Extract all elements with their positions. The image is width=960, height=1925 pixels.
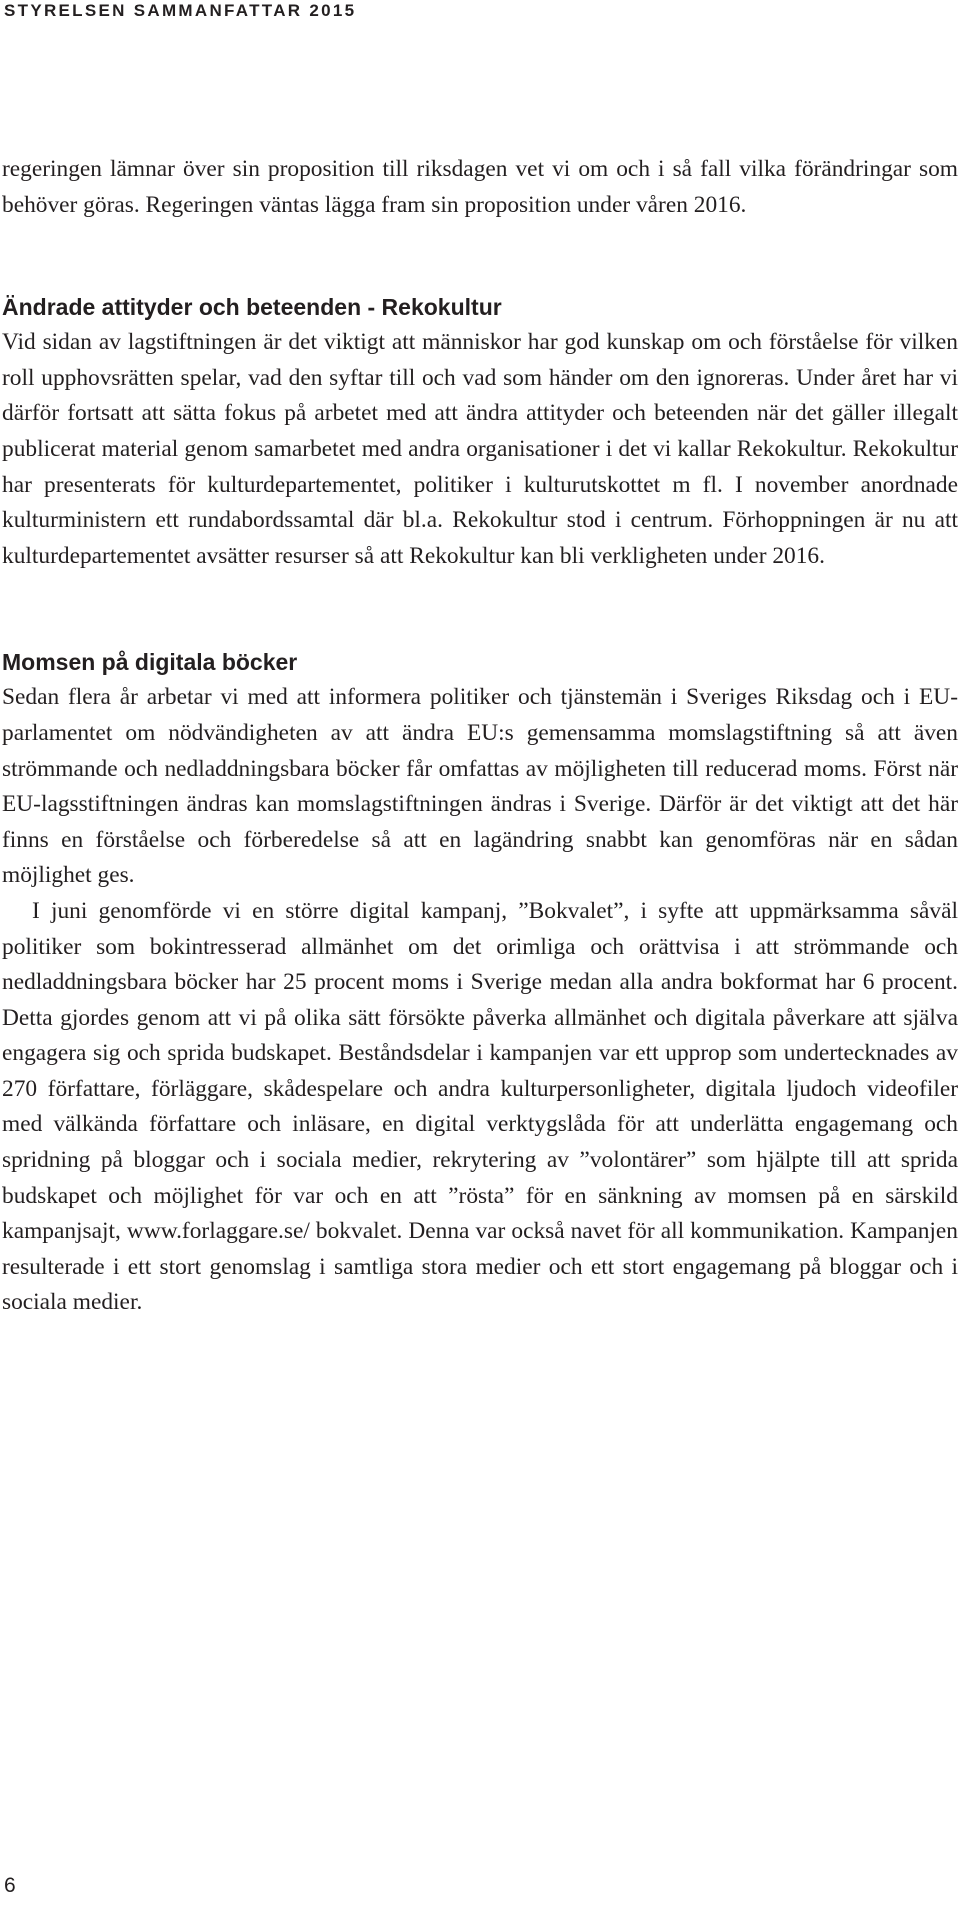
body-text	[2, 152, 958, 1321]
section-heading-momsen: Momsen på digitala böcker	[2, 649, 298, 676]
paragraph-rekokultur: Vid sidan av lagstiftningen är det viktigt att människor har god kunskap om och förståelse för vilken roll upphovsrätten spelar, vad den syftar till och vad som händer om den ignoreras. Under året har vi därför fortsatt att sätta fokus på arbetet med att ändra attityder och beteenden när det gäller illegalt publicerat material genom samarbetet med andra organisationer i det vi kallar Rekokultur. Rekokultur har presenterats för kulturdepartementet, politiker i kulturutskottet m fl. I november anordnade kulturministern ett rundabordssamtal där bl.a. Rekokultur stod i centrum. Förhoppningen är nu att kulturdepartementet avsätter resurser så att Rekokultur kan bli verkligheten under 2016.	[2, 329, 958, 569]
section-heading-rekokultur: Ändrade attityder och beteenden - Rekokultur	[2, 294, 502, 321]
running-header: STYRELSEN SAMMANFATTAR 2015	[4, 1, 357, 20]
intro-paragraph: regeringen lämnar över sin proposition till riksdagen vet vi om och i så fall vilka förändringar som behöver göras. Regeringen väntas lägga fram sin proposition under våren 2016.	[2, 156, 958, 218]
page-number: 6	[4, 1874, 16, 1897]
paragraph-momsen-2: I juni genomförde vi en större digital kampanj, ”Bokvalet”, i syfte att uppmärksamma såväl politiker som bokintresserad allmänhet om det orimliga och orättvisa i att strömmande och nedladdningsbara böcker har 25 procent moms i Sverige medan alla andra bokformat har 6 procent. Detta gjordes genom att vi på olika sätt försökte påverka allmänhet och digitala påverkare att själva engagera sig och sprida budskapet. Beståndsdelar i kampanjen var ett upprop som undertecknades av 270 författare, förläggare, skådespelare och andra kulturpersonligheter, digitala ljudoch videofiler med välkända författare och inläsare, en digital verktygslåda för att underlätta engagemang och spridning på bloggar och i sociala medier, rekrytering av ”volontärer” som hjälpte till att sprida budskapet och möjlighet för var och en att ”rösta” för en sänkning av momsen på en särskild kampanjsajt, www.forlaggare.se/ bokvalet. Denna var också navet för all kommunikation. Kampanjen resulterade i ett stort genomslag i samtliga stora medier och ett stort engagemang på bloggar och i sociala medier.	[2, 897, 958, 1316]
paragraph-momsen-1: Sedan flera år arbetar vi med att informera politiker och tjänstemän i Sveriges Riksdag och i EU-parlamentet om nödvändigheten av att ändra EU:s gemensamma momslagstiftning så att även strömmande och nedladdningsbara böcker får omfattas av möjligheten till reducerad moms. Först när EU-lagsstiftningen ändras kan momslagstiftningen ändras i Sverige. Därför är det viktigt att det här finns en förståelse och förberedelse så att en lagändring snabbt kan genomföras när en sådan möjlighet ges.	[2, 684, 958, 889]
